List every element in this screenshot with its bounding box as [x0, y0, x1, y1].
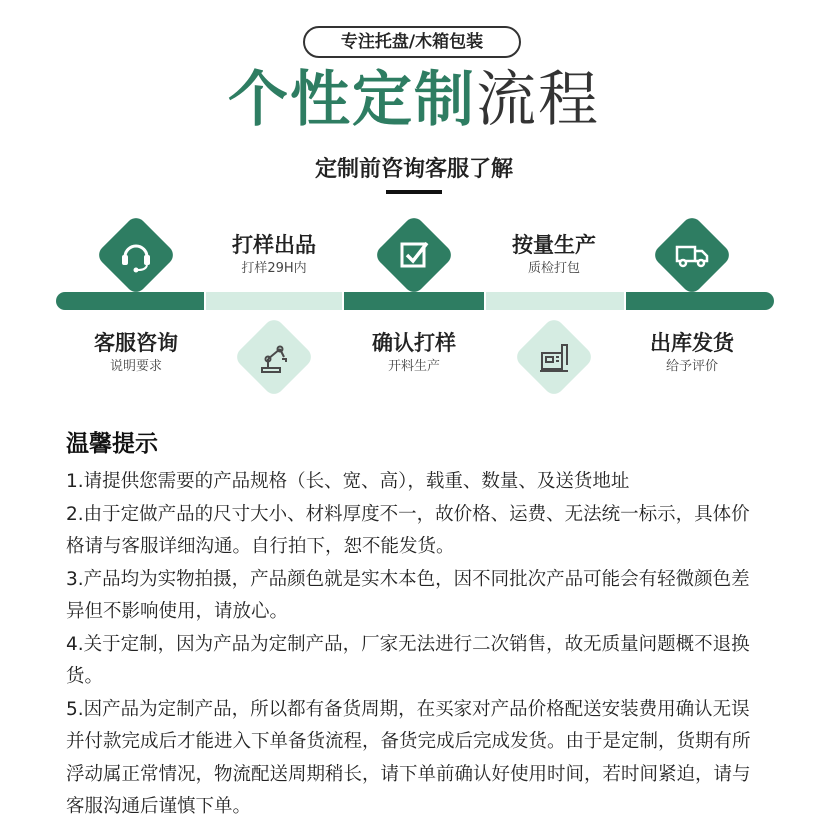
step-4-label	[474, 232, 634, 278]
tip-item: 5.因产品为定制产品，所以都有备货周期，在买家对产品价格配送安装费用确认无误并付款完成后才能进入下单备货流程，备货完成后完成发货。由于是定制，货期有所浮动属正常情况，物流配送周期稍长，请下单前确认好使用时间，若时间紧迫，请与客服沟通后谨慎下单。	[66, 698, 751, 817]
robot-arm-icon	[254, 337, 294, 377]
step-5-label	[612, 330, 772, 376]
tip-item: 3.产品均为实物拍摄，产品颜色就是实木本色，因不同批次产品可能会有轻微颜色差异但不影响使用，请放心。	[66, 568, 750, 622]
step-2-label	[194, 232, 354, 278]
timeline-segment	[344, 292, 484, 310]
truck-icon	[672, 235, 712, 275]
step-1-label	[56, 330, 216, 376]
step-title: 打样出品	[232, 233, 316, 257]
step-subtitle: 给予评价	[665, 359, 718, 374]
machine-icon	[534, 337, 574, 377]
step-title: 出库发货	[650, 331, 734, 355]
tips-list	[66, 466, 766, 824]
timeline-segment	[206, 292, 342, 310]
step-3-label	[334, 330, 494, 376]
title-bold: 个性定制	[228, 65, 476, 135]
headset-icon	[116, 235, 156, 275]
step-subtitle: 打样29H内	[241, 261, 307, 276]
title-light: 流程	[476, 65, 600, 135]
timeline-segment	[626, 292, 774, 310]
timeline-segment	[56, 292, 204, 310]
step-title: 按量生产	[512, 233, 596, 257]
step-title: 客服咨询	[94, 331, 178, 355]
brand-badge: 专注托盘/木箱包装	[303, 26, 521, 58]
page-subtitle: 定制前咨询客服了解	[314, 157, 513, 182]
step-title: 确认打样	[372, 331, 456, 355]
step-subtitle: 开料生产	[387, 359, 440, 374]
timeline-segment	[486, 292, 624, 310]
page-title	[0, 62, 828, 138]
step-subtitle: 说明要求	[109, 359, 162, 374]
tip-item: 1.请提供您需要的产品规格（长、宽、高），载重、数量、及送货地址	[66, 471, 630, 492]
tips-heading: 温馨提示	[66, 431, 158, 457]
checkbox-icon	[394, 235, 434, 275]
subtitle-underline	[386, 190, 442, 194]
step-subtitle: 质检打包	[527, 261, 580, 276]
tip-item: 4.关于定制，因为产品为定制产品，厂家无法进行二次销售，故无质量问题概不退换货。	[66, 633, 750, 687]
tip-item: 2.由于定做产品的尺寸大小、材料厚度不一，故价格、运费、无法统一标示，具体价格请与客服详细沟通。自行拍下，恕不能发货。	[66, 503, 750, 557]
